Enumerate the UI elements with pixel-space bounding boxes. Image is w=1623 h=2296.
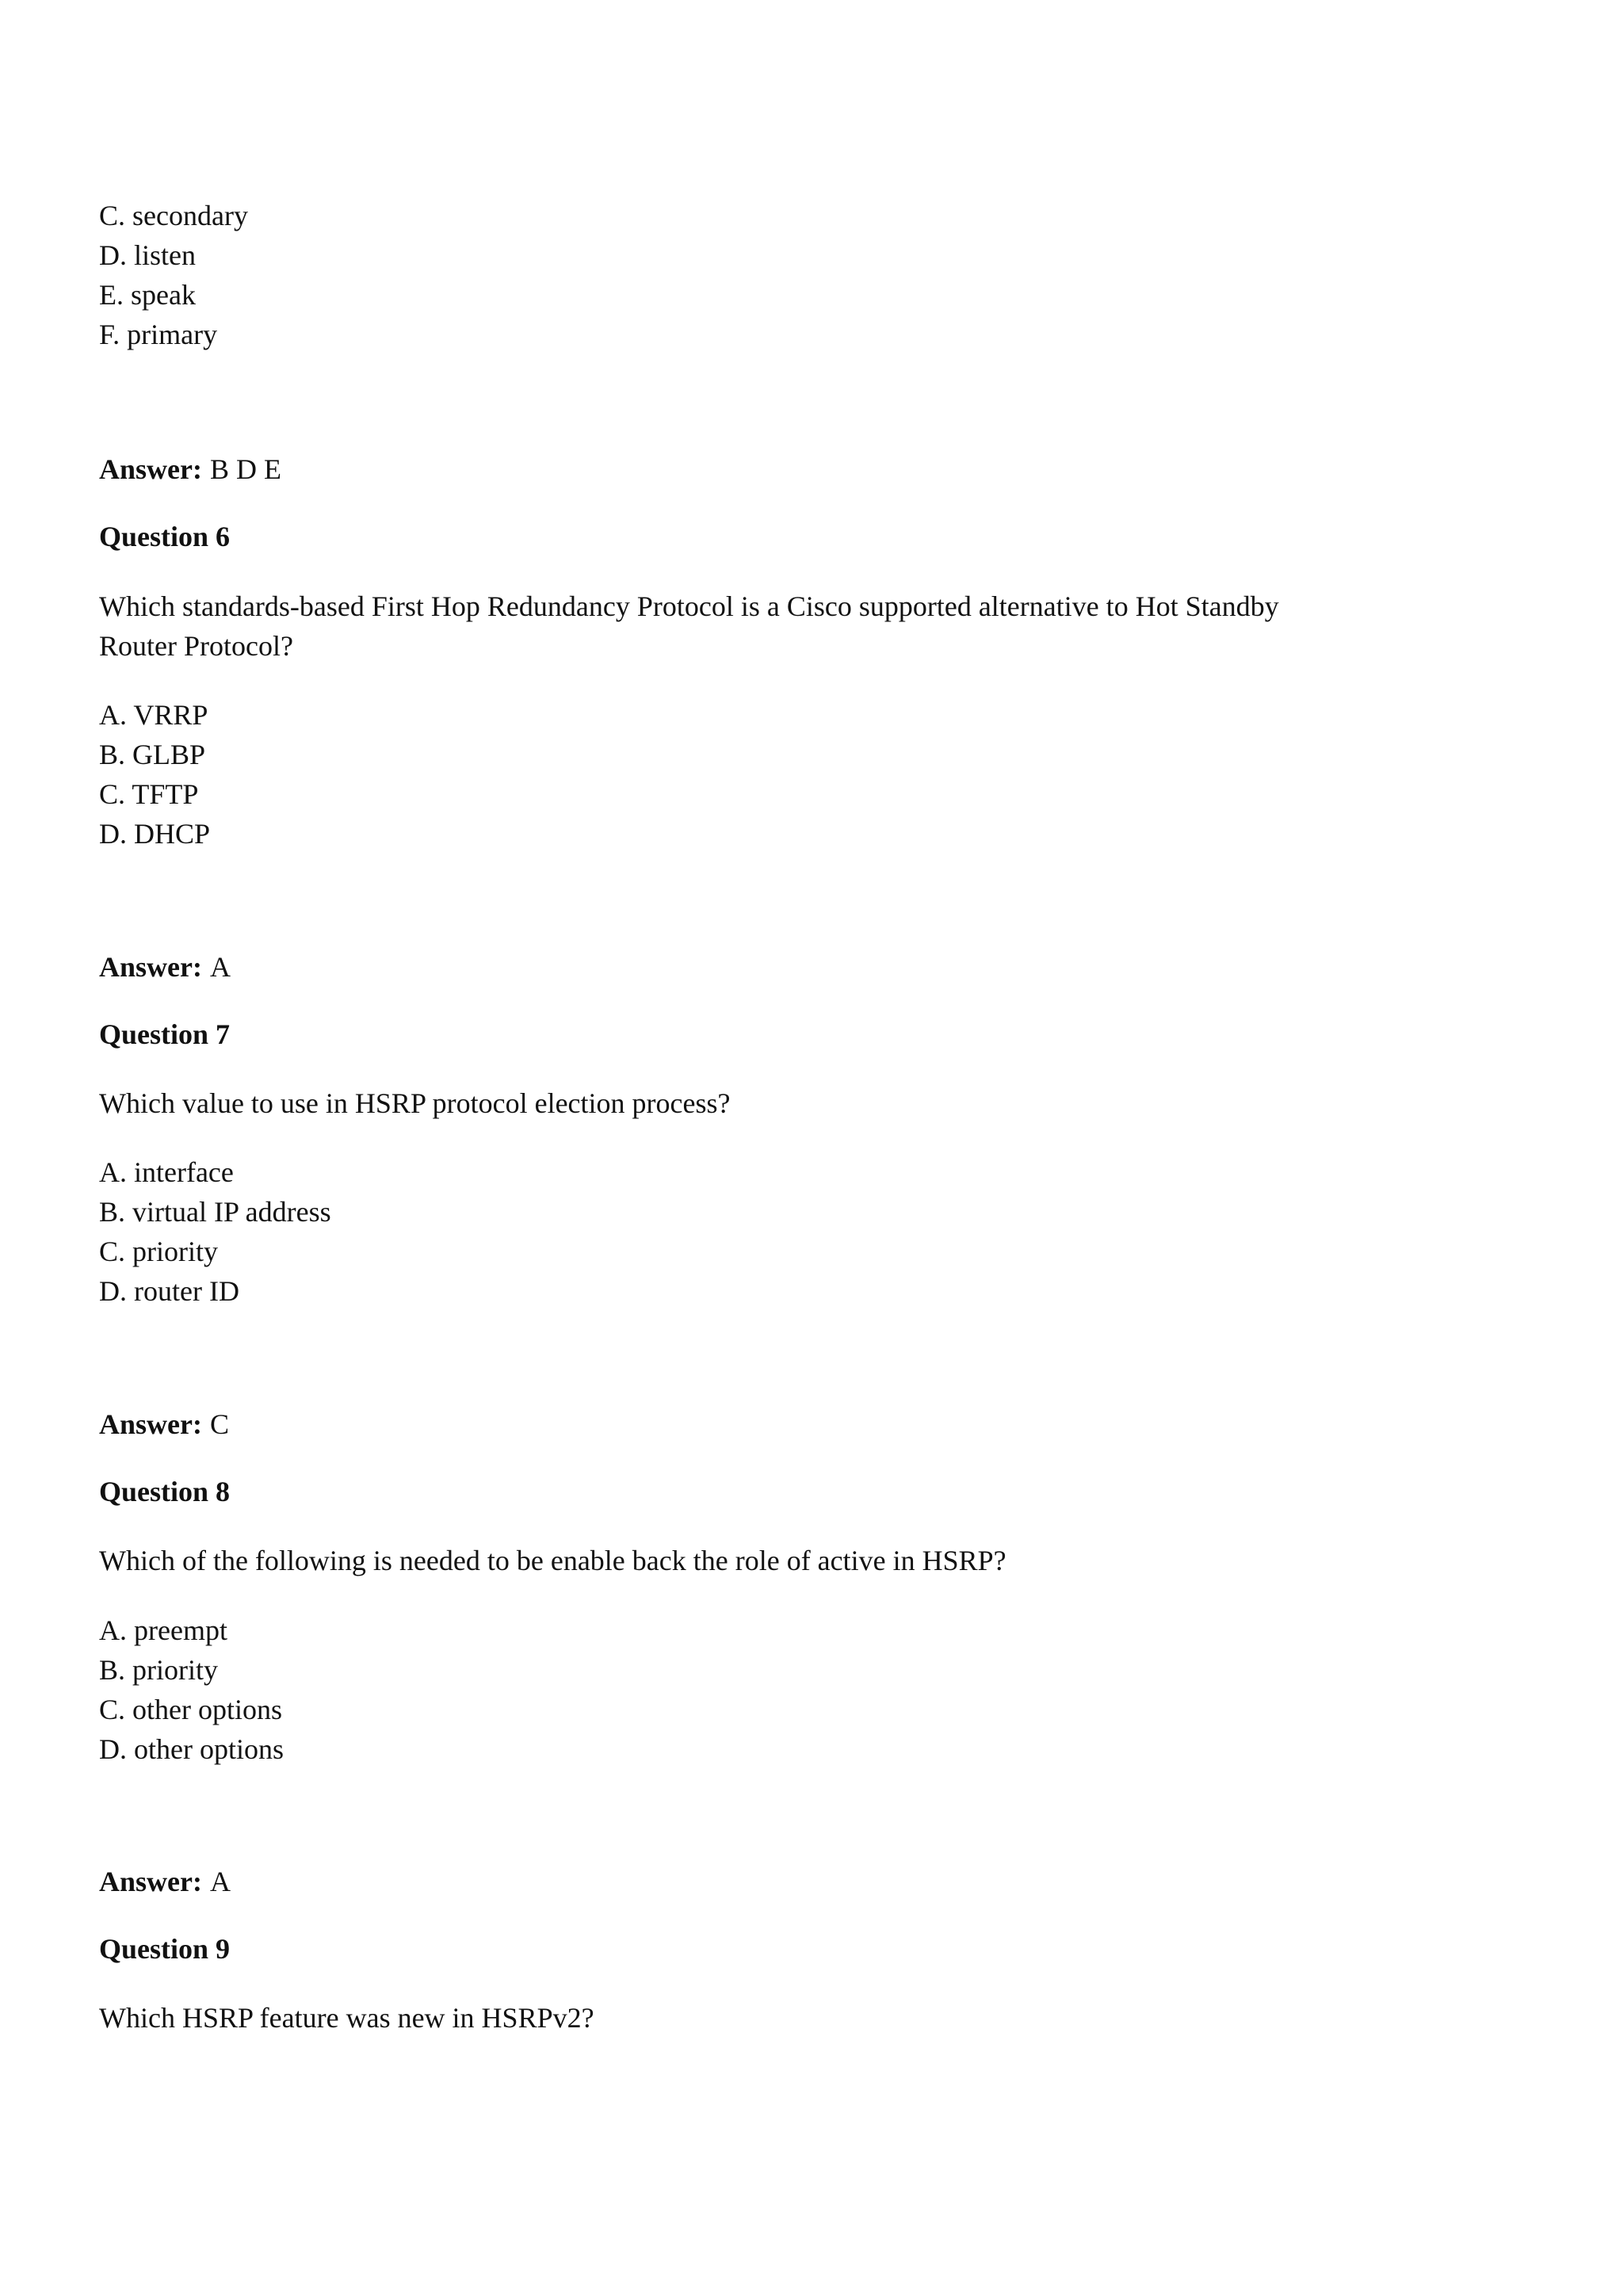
option-f: F. primary (99, 319, 218, 350)
answer-label: Answer: (99, 1408, 202, 1440)
question-7-text: Which value to use in HSRP protocol election process? (99, 1087, 731, 1119)
question-9-heading: Question 9 (99, 1933, 231, 1965)
question-7-option-b: B. virtual IP address (99, 1196, 331, 1228)
question-6-option-d: D. DHCP (99, 818, 211, 850)
question-6-option-b: B. GLBP (99, 739, 206, 770)
question-6-option-a: A. VRRP (99, 699, 208, 731)
question-8-option-a: A. preempt (99, 1614, 227, 1646)
question-8-option-d: D. other options (99, 1733, 284, 1765)
question-6-option-c: C. TFTP (99, 778, 199, 810)
question-9-text: Which HSRP feature was new in HSRPv2? (99, 2002, 594, 2034)
answer-value: A (209, 951, 231, 983)
question-8-option-b: B. priority (99, 1654, 218, 1686)
question-6-text-line-1: Which standards-based First Hop Redundancy Protocol is a Cisco supported alternative to Hot Standby (99, 590, 1279, 622)
question-6-text-line-2: Router Protocol? (99, 630, 293, 662)
question-7-heading: Question 7 (99, 1018, 231, 1050)
question-7-option-d: D. router ID (99, 1275, 239, 1307)
answer-value: B D E (209, 453, 281, 485)
answer-q8 (99, 1864, 231, 1899)
question-6-heading: Question 6 (99, 521, 231, 552)
question-8-heading: Question 8 (99, 1476, 231, 1507)
answer-value: C (209, 1408, 229, 1440)
option-e: E. speak (99, 279, 196, 311)
answer-label: Answer: (99, 951, 202, 983)
question-7-option-a: A. interface (99, 1156, 234, 1188)
question-7-option-c: C. priority (99, 1236, 218, 1267)
answer-label: Answer: (99, 1866, 202, 1897)
answer-q6 (99, 949, 231, 984)
question-8-text: Which of the following is needed to be enable back the role of active in HSRP? (99, 1545, 1006, 1576)
answer-q7 (99, 1407, 229, 1442)
question-8-option-c: C. other options (99, 1694, 282, 1725)
option-c: C. secondary (99, 200, 248, 231)
answer-value: A (209, 1866, 231, 1897)
answer-q5 (99, 452, 281, 487)
answer-label: Answer: (99, 453, 202, 485)
option-d: D. listen (99, 239, 196, 271)
